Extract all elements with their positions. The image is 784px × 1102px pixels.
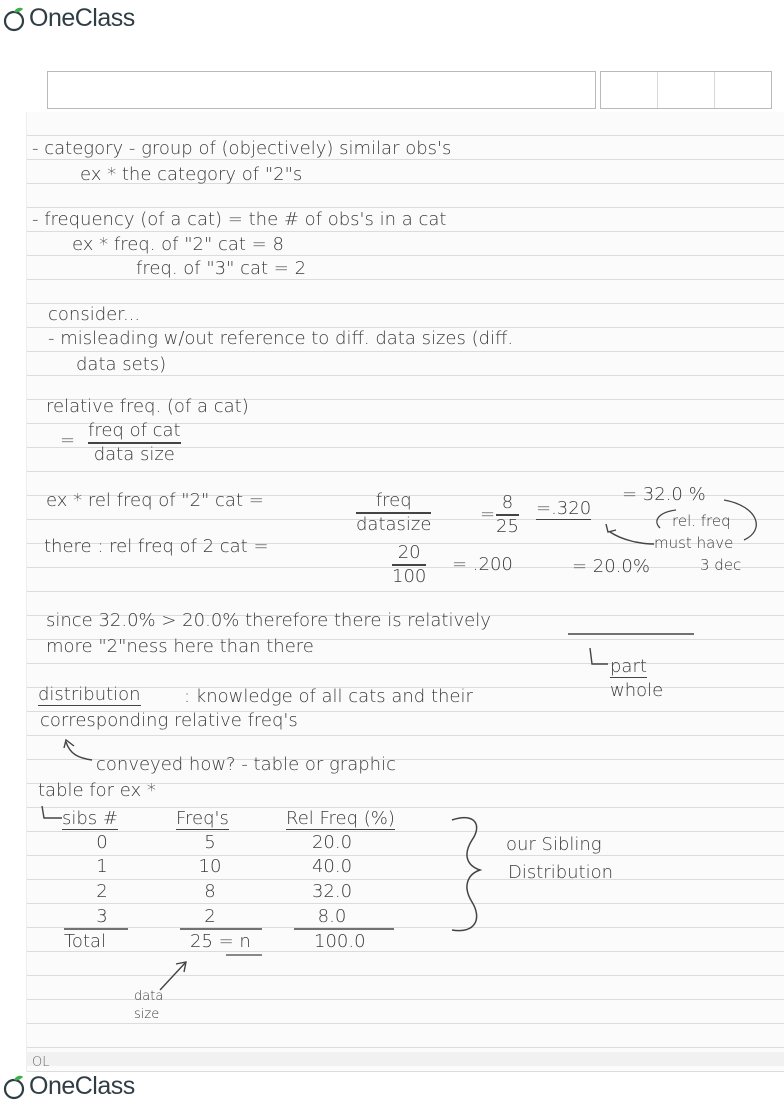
relative-freq-numerator: freq of cat [88,420,181,441]
note-line-category-example: ex * the category of "2"s [80,164,303,185]
example-percent: = 32.0 % [622,484,706,505]
there-numerator: 20 [397,542,421,563]
example-numerator: freq [375,490,412,511]
table-header-sibs: sibs # [62,808,118,829]
note-line-relative-freq: relative freq. (of a cat) [46,396,249,417]
example-denominator: datasize [356,513,432,535]
note-line-category: - category - group of (objectively) similar obs's [32,138,452,159]
brand-logo-bottom[interactable] [2,1072,135,1101]
table-cell: 8 [204,881,216,902]
note-part: part [610,656,647,677]
table-cell: 10 [198,856,222,877]
there-percent: = 20.0% [572,556,650,577]
note-line-data-sets: data sets) [76,354,167,375]
note-line-conveyed: conveyed how? - table or graphic [96,754,396,775]
note-line-consider: consider... [48,304,141,325]
data-size-note-1: data [134,989,164,1004]
brand-name: OneClass [29,1072,135,1100]
example-8: 8 [501,492,514,513]
note-3-dec: 3 dec [700,556,742,574]
there-rel-freq-label: there : rel freq of 2 cat = [44,536,269,557]
table-cell: 1 [96,856,108,877]
there-decimal: = .200 [452,554,513,575]
brace-note-distribution: Distribution [508,862,614,883]
table-header-freq: Freq's [176,808,229,829]
distribution-definition: : knowledge of all cats and their [184,686,473,707]
note-line-misleading: - misleading w/out reference to diff. data sizes (diff. [48,328,514,349]
table-cell: 0 [96,832,108,853]
note-whole: whole [610,680,664,701]
note-must-have: must have [654,534,734,552]
there-denominator: 100 [392,565,427,587]
distribution-term: distribution [38,684,141,705]
table-total-freq: 25 = n [190,931,251,952]
table-cell: 40.0 [311,856,353,877]
note-rel-freq: rel. freq [672,512,731,530]
note-line-frequency: - frequency (of a cat) = the # of obs's in a cat [32,209,447,230]
example-rel-freq-label: ex * rel freq of "2" cat = [46,490,264,511]
note-line-corresponding: corresponding relative freq's [40,710,298,731]
table-cell: 20.0 [311,832,353,853]
note-line-since: since 32.0% > 20.0% therefore there is relatively [46,610,491,631]
brace-note-sibling: our Sibling [506,834,602,855]
relative-freq-equals: = [60,430,76,451]
table-cell: 32.0 [311,881,353,902]
table-total-label: Total [64,931,107,952]
table-header-rel-freq: Rel Freq (%) [286,808,395,829]
table-cell: 5 [204,832,216,853]
example-25: 25 [496,515,519,537]
example-equals: = [480,504,496,525]
table-cell: 3 [96,906,108,927]
note-line-more-2ness: more "2"ness here than there [46,636,314,657]
note-line-table-for-ex: table for ex * [38,780,156,801]
table-cell: 8.0 [317,906,347,927]
note-line-frequency-example-3: freq. of "3" cat = 2 [136,258,307,279]
leaf-icon [2,1074,28,1100]
brand-name: OneClass [29,4,135,32]
table-cell: 2 [96,881,108,902]
table-cell: 2 [204,906,216,927]
data-size-note-2: size [134,1007,160,1022]
corner-mark: OL [32,1055,50,1070]
note-line-frequency-example-2: ex * freq. of "2" cat = 8 [72,234,284,255]
example-decimal: =.320 [536,498,592,519]
relative-freq-denominator: data size [93,443,175,465]
table-total-rel-freq: 100.0 [314,931,366,952]
